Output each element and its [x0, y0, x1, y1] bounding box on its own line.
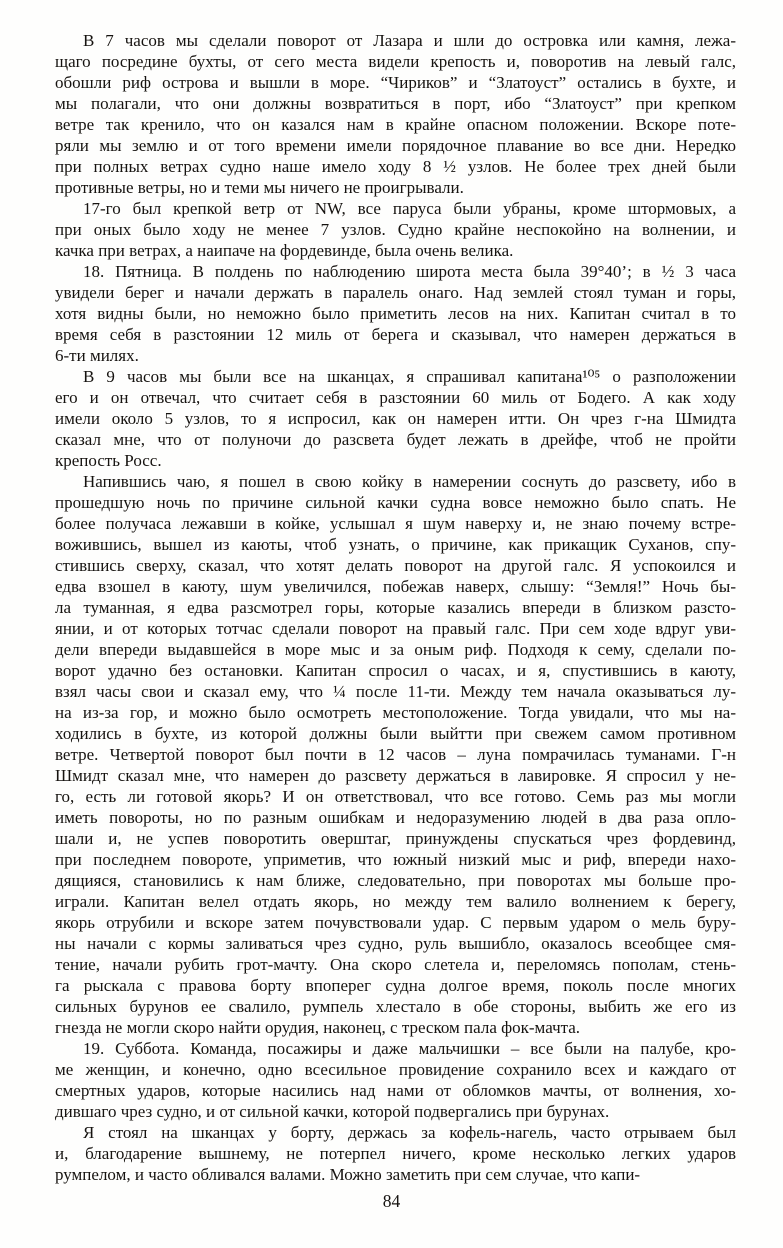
text-line: В 9 часов мы были все на шканцах, я спрашивал капитана¹⁰⁵ о разположении [83, 367, 736, 386]
text-line: дившаго чрез судно, и от сильной качки, которой подвергались при бурунах. [55, 1102, 610, 1121]
text-line: обошли риф острова и вышли в море. “Чириков” и “Златоуст” остались в бухте, и [55, 73, 736, 92]
text-line: играли. Капитан велел отдать якорь, но между тем валило волнением к берегу, [55, 892, 736, 911]
text-line: ветре. Четвертой поворот был почти в 12 часов – луна помрачилась туманами. Г-н [55, 745, 736, 764]
text-line: янии, и от которых тотчас сделали поворот на правый галс. При сем ходе вдруг уви- [55, 619, 736, 638]
text-line: га рыскала с правова борту впоперег судна долгое время, поколь после многих [55, 976, 736, 995]
text-line: при оных было ходу не менее 7 узлов. Судно крайне неспокойно на волнении, и [55, 220, 736, 239]
paragraph [55, 1122, 736, 1185]
paragraph [55, 198, 736, 261]
text-line: сильных бурунов ее свалило, румпель хлестало в обе стороны, выбить же его из [55, 997, 736, 1016]
text-line: ветре так кренило, что он казался нам в крайне опасном положении. Вскоре поте- [55, 115, 736, 134]
text-line: при полных ветрах судно наше имело ходу 8 ½ узлов. Не более трех дней были [55, 157, 736, 176]
text-line: дящияся, становились к нам ближе, следовательно, при поворотах мы больше про- [55, 871, 736, 890]
text-line: ме женщин, и конечно, одно всесильное провидение сохранило всех и каждаго от [55, 1060, 736, 1079]
text-line: иметь повороты, но по разным ошибкам и недоразумению людей в два раза опло- [55, 808, 736, 827]
text-line: мы полагали, что они должны возвратиться в порт, ибо “Златоуст” при крепком [55, 94, 736, 113]
text-line: увидели берег и начали держать в паралель онаго. Над землей стоял туман и горы, [55, 283, 736, 302]
text-line: вожившись, вышел из каюты, чтоб узнать, о причине, как прикащик Суханов, спу- [55, 535, 736, 554]
page-text [55, 30, 736, 1185]
text-line: 6-ти милях. [55, 346, 139, 365]
text-line: смертных ударов, которые насились над нами от обломков мачты, от волнения, хо- [55, 1081, 736, 1100]
text-line: Напившись чаю, я пошел в свою койку в намерении соснуть до разсвету, ибо в [83, 472, 736, 491]
paragraph [55, 1038, 736, 1122]
text-line: противные ветры, но и теми мы ничего не проигрывали. [55, 178, 464, 197]
text-line: ряли мы землю и от того времени имели порядочное плавание во все дни. Нередко [55, 136, 736, 155]
text-line: гнезда не могли скоро найти орудия, наконец, с треском пала фок-мачта. [55, 1018, 581, 1037]
text-line: дели впереди выдавшейся в море мыс и за оным риф. Подходя к сему, сделали по- [55, 640, 736, 659]
text-line: хотя видны были, но неможно было приметить лесов на них. Капитан считал в то [55, 304, 736, 323]
paragraph [55, 471, 736, 1038]
text-line: имели около 5 узлов, то я испросил, как он намерен итти. Он чрез г-на Шмидта [55, 409, 736, 428]
text-line: В 7 часов мы сделали поворот от Лазара и шли до островка или камня, лежа- [83, 31, 736, 50]
text-line: качка при ветрах, а наипаче на фордевинде, была очень велика. [55, 241, 514, 260]
text-line: время себя в разстоянии 12 миль от берега и сказывал, что намерен держаться в [55, 325, 736, 344]
text-line: якорь отрубили и вскоре затем почувствовали удар. С первым ударом о мель буру- [55, 913, 736, 932]
text-line: го, есть ли готовой якорь? И он ответствовал, что все готово. Семь раз мы могли [55, 787, 736, 806]
text-line: 17-го был крепкой ветр от NW, все паруса были убраны, кроме штормовых, а [83, 199, 736, 218]
text-line: 18. Пятница. В полдень по наблюдению широта места была 39°40’; в ½ 3 часа [83, 262, 736, 281]
text-line: Шмидт сказал мне, что намерен до разсвету держаться в лавировке. Я спросил у не- [55, 766, 736, 785]
text-line: ла туманная, я едва разсмотрел горы, которые казались впереди в близком разсто- [55, 598, 736, 617]
text-line: на из-за гор, и можно было осмотреть местоположение. Тогда увидали, что мы на- [55, 703, 736, 722]
text-line: более получаса лежавши в койке, услышал я шум наверху и, не знаю почему встре- [55, 514, 736, 533]
text-line: сказал мне, что от полуночи до разсвета будет лежать в дрейфе, чтоб не пройти [55, 430, 736, 449]
text-line: стившись сверху, сказал, что хотят делать поворот на другой галс. Я успокоился и [55, 556, 736, 575]
text-line: ворот удачно без остановки. Капитан спросил о часах, и я, спустившись в каюту, [55, 661, 736, 680]
text-line: тение, начали рубить грот-мачту. Она скоро слетела и, переломясь пополам, стень- [55, 955, 736, 974]
text-line: крепость Росс. [55, 451, 162, 470]
text-line: при последнем повороте, уприметив, что южный низкий мыс и риф, впереди нахо- [55, 850, 736, 869]
text-line: ходились в бухте, из которой должны были выйтти при свежем самом противном [55, 724, 736, 743]
text-line: щаго посредине бухты, от сего места видели крепость и, поворотив на левый галс, [55, 52, 736, 71]
text-line: и, благодарение вышнему, не потерпел ничего, кроме несколько легких ударов [55, 1144, 736, 1163]
text-line: 19. Суббота. Команда, посажиры и даже мальчишки – все были на палубе, кро- [83, 1039, 736, 1058]
paragraph [55, 366, 736, 471]
text-line: его и он отвечал, что считает себя в разстоянии 60 миль от Бодего. А как ходу [55, 388, 736, 407]
text-line: румпелом, и часто обливался валами. Можно заметить при сем случае, что капи- [55, 1165, 641, 1184]
text-line: ны начали с кормы заливаться чрез судно, руль вышибло, оказалось всеобщее смя- [55, 934, 736, 953]
text-line: взял часы свои и сказал ему, что ¼ после 11-ти. Между тем начала оказываться лу- [55, 682, 736, 701]
text-line: прошедшую ночь по причине сильной качки судна вовсе неможно было спать. Не [55, 493, 736, 512]
text-line: Я стоял на шканцах у борту, держась за кофель-нагель, часто отрываем был [83, 1123, 736, 1142]
text-line: едва взошел в каюту, шум увеличился, побежав наверх, слышу: “Земля!” Ночь бы- [55, 577, 736, 596]
page-number: 84 [382, 1191, 401, 1211]
text-line: шали и, не успев поворотить оверштаг, принуждены спускаться чрез фордевинд, [55, 829, 736, 848]
paragraph [55, 30, 736, 198]
paragraph [55, 261, 736, 366]
